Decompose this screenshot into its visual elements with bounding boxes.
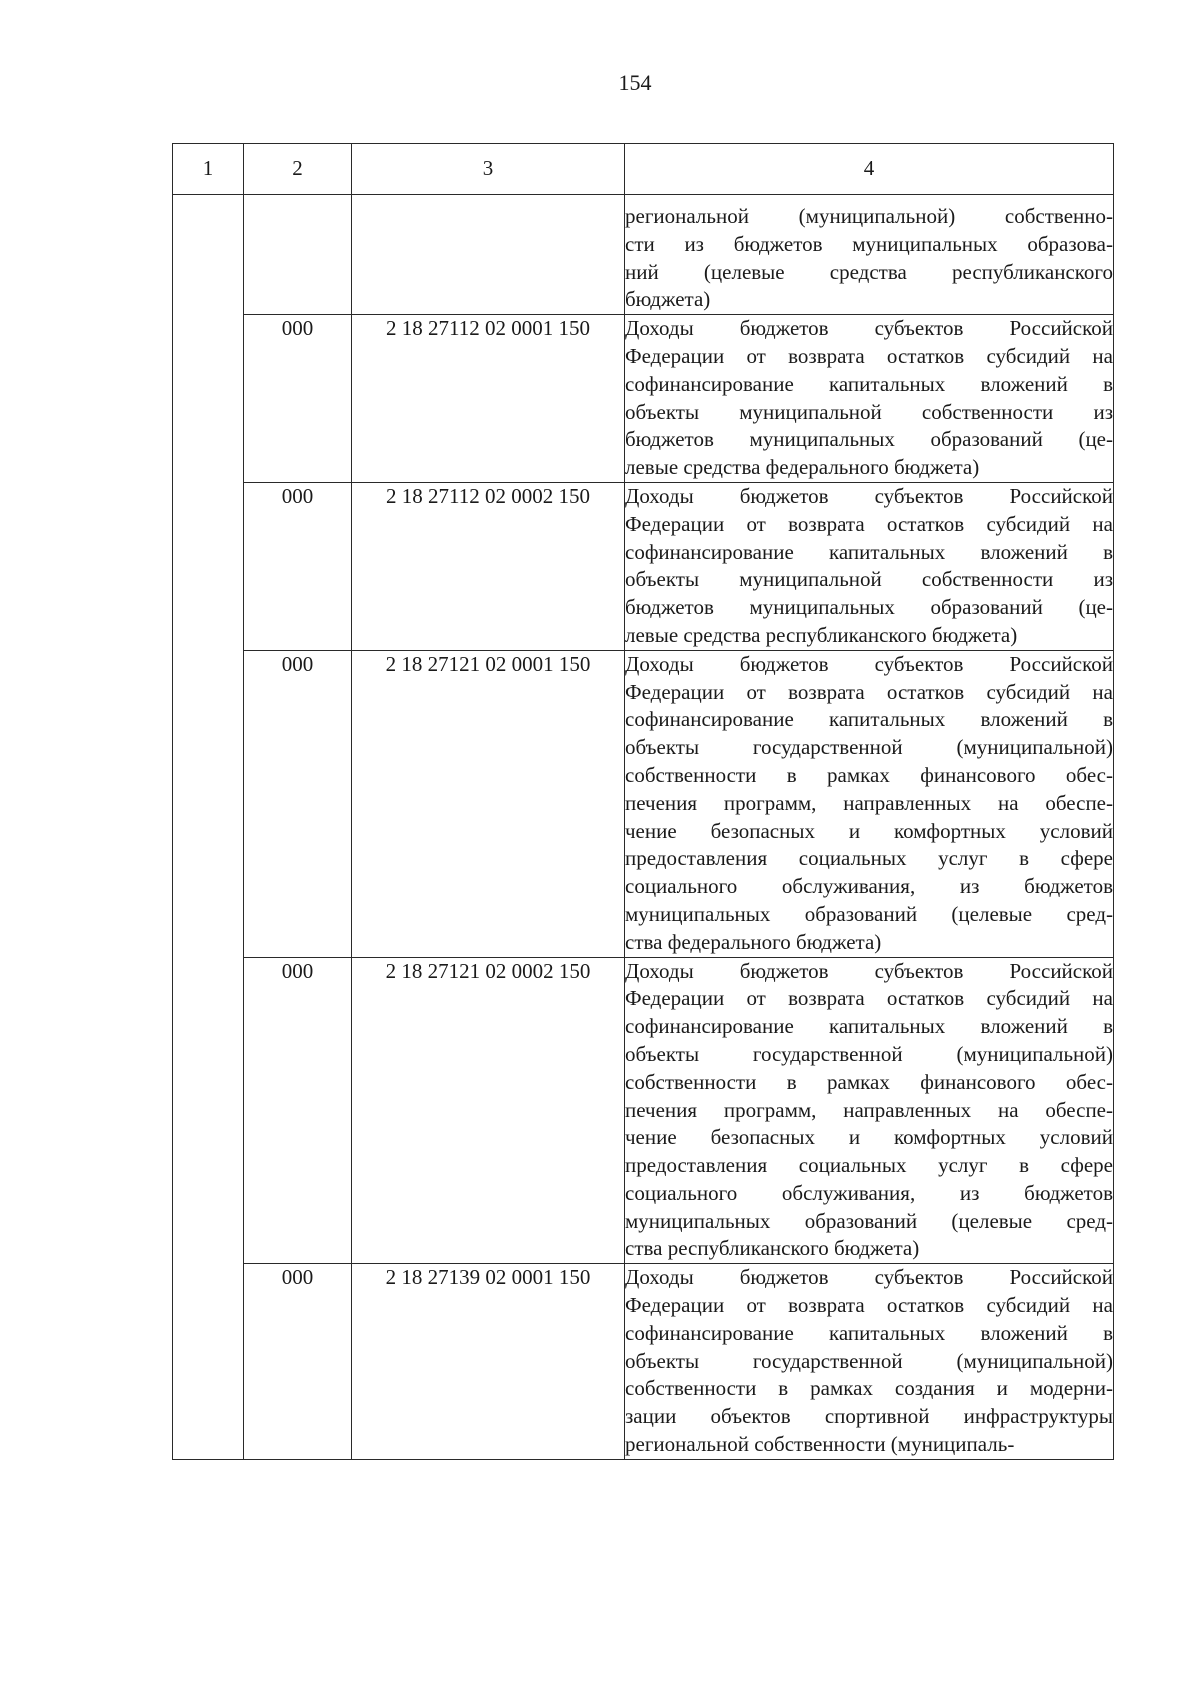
classification-code-cell: 2 18 27112 02 0002 150 xyxy=(352,482,625,650)
admin-code-cell: 000 xyxy=(244,1264,352,1460)
description-line: муниципальных образований (целевые сред- xyxy=(625,901,1113,926)
column-header-1: 1 xyxy=(173,144,244,195)
table-row-continuation xyxy=(173,195,1114,315)
admin-code-cell: 000 xyxy=(244,957,352,1264)
description-line: Доходы бюджетов субъектов Российской xyxy=(625,483,1113,508)
description-line: Доходы бюджетов субъектов Российской xyxy=(625,651,1113,676)
description-cell xyxy=(625,957,1114,1264)
description-line: собственности в рамках финансового обес- xyxy=(625,762,1113,787)
description-line: левые средства республиканского бюджета) xyxy=(625,622,1018,647)
description-line: Федерации от возврата остатков субсидий на xyxy=(625,1293,1113,1318)
description-line: бюджета) xyxy=(625,287,711,312)
description-cell xyxy=(625,650,1114,957)
classification-code-cell: 2 18 27139 02 0001 150 xyxy=(352,1264,625,1460)
description-line: Доходы бюджетов субъектов Российской xyxy=(625,316,1113,341)
column-header-3: 3 xyxy=(352,144,625,195)
description-line: софинансирование капитальных вложений в xyxy=(625,371,1113,396)
budget-classification-table xyxy=(172,143,1114,1460)
column-header-4: 4 xyxy=(625,144,1114,195)
classification-code-cell: 2 18 27112 02 0001 150 xyxy=(352,315,625,483)
description-line: сти из бюджетов муниципальных образова- xyxy=(625,231,1113,256)
description-line: собственности в рамках финансового обес- xyxy=(625,1069,1113,1094)
description-line: Федерации от возврата остатков субсидий на xyxy=(625,986,1113,1011)
description-line: зации объектов спортивной инфраструктуры xyxy=(625,1404,1113,1429)
description-line: объекты государственной (муниципальной) xyxy=(625,1348,1113,1373)
description-line: софинансирование капитальных вложений в xyxy=(625,1320,1113,1345)
description-line: софинансирование капитальных вложений в xyxy=(625,1014,1113,1039)
description-line: Федерации от возврата остатков субсидий на xyxy=(625,679,1113,704)
description-line: бюджетов муниципальных образований (це- xyxy=(625,595,1113,620)
description-line: социального обслуживания, из бюджетов xyxy=(625,1180,1113,1205)
description-line: объекты государственной (муниципальной) xyxy=(625,1041,1113,1066)
description-line: Федерации от возврата остатков субсидий на xyxy=(625,343,1113,368)
classification-code-cell: 2 18 27121 02 0002 150 xyxy=(352,957,625,1264)
admin-code-cell xyxy=(244,195,352,315)
group-cell xyxy=(173,195,244,1460)
description-line: собственности в рамках создания и модерни- xyxy=(625,1376,1113,1401)
description-line: печения программ, направленных на обеспе- xyxy=(625,790,1113,815)
description-line: региональной собственности (муниципаль- xyxy=(625,1432,1015,1457)
admin-code-cell: 000 xyxy=(244,650,352,957)
description-line: Федерации от возврата остатков субсидий на xyxy=(625,511,1113,536)
description-cell xyxy=(625,482,1114,650)
classification-code-cell xyxy=(352,195,625,315)
description-line: левые средства федерального бюджета) xyxy=(625,455,980,480)
admin-code-cell: 000 xyxy=(244,482,352,650)
table-row xyxy=(173,315,1114,483)
description-line: объекты государственной (муниципальной) xyxy=(625,735,1113,760)
column-header-2: 2 xyxy=(244,144,352,195)
description-line: социального обслуживания, из бюджетов xyxy=(625,874,1113,899)
description-line: печения программ, направленных на обеспе- xyxy=(625,1097,1113,1122)
description-line: региональной (муниципальной) собственно- xyxy=(625,204,1113,228)
description-line: Доходы бюджетов субъектов Российской xyxy=(625,958,1113,983)
description-cell xyxy=(625,1264,1114,1460)
table-row xyxy=(173,1264,1114,1460)
description-line: чение безопасных и комфортных условий xyxy=(625,818,1113,843)
description-line: муниципальных образований (целевые сред- xyxy=(625,1208,1113,1233)
admin-code-cell: 000 xyxy=(244,315,352,483)
page-number: 154 xyxy=(618,70,652,95)
description-line: объекты муниципальной собственности из xyxy=(625,567,1113,592)
table-row xyxy=(173,650,1114,957)
table-row xyxy=(173,957,1114,1264)
description-line: софинансирование капитальных вложений в xyxy=(625,539,1113,564)
description-line: ства республиканского бюджета) xyxy=(625,1236,920,1261)
description-line: ний (целевые средства республиканского xyxy=(625,259,1113,284)
description-line: софинансирование капитальных вложений в xyxy=(625,707,1113,732)
description-line: Доходы бюджетов субъектов Российской xyxy=(625,1265,1113,1290)
description-line: бюджетов муниципальных образований (це- xyxy=(625,427,1113,452)
description-line: ства федерального бюджета) xyxy=(625,929,882,954)
description-cell xyxy=(625,315,1114,483)
description-line: предоставления социальных услуг в сфере xyxy=(625,846,1113,871)
description-line: предоставления социальных услуг в сфере xyxy=(625,1153,1113,1178)
table-header-row xyxy=(173,144,1114,195)
description-line: объекты муниципальной собственности из xyxy=(625,399,1113,424)
classification-code-cell: 2 18 27121 02 0001 150 xyxy=(352,650,625,957)
description-line: чение безопасных и комфортных условий xyxy=(625,1125,1113,1150)
table-row xyxy=(173,482,1114,650)
description-cell xyxy=(625,195,1114,315)
